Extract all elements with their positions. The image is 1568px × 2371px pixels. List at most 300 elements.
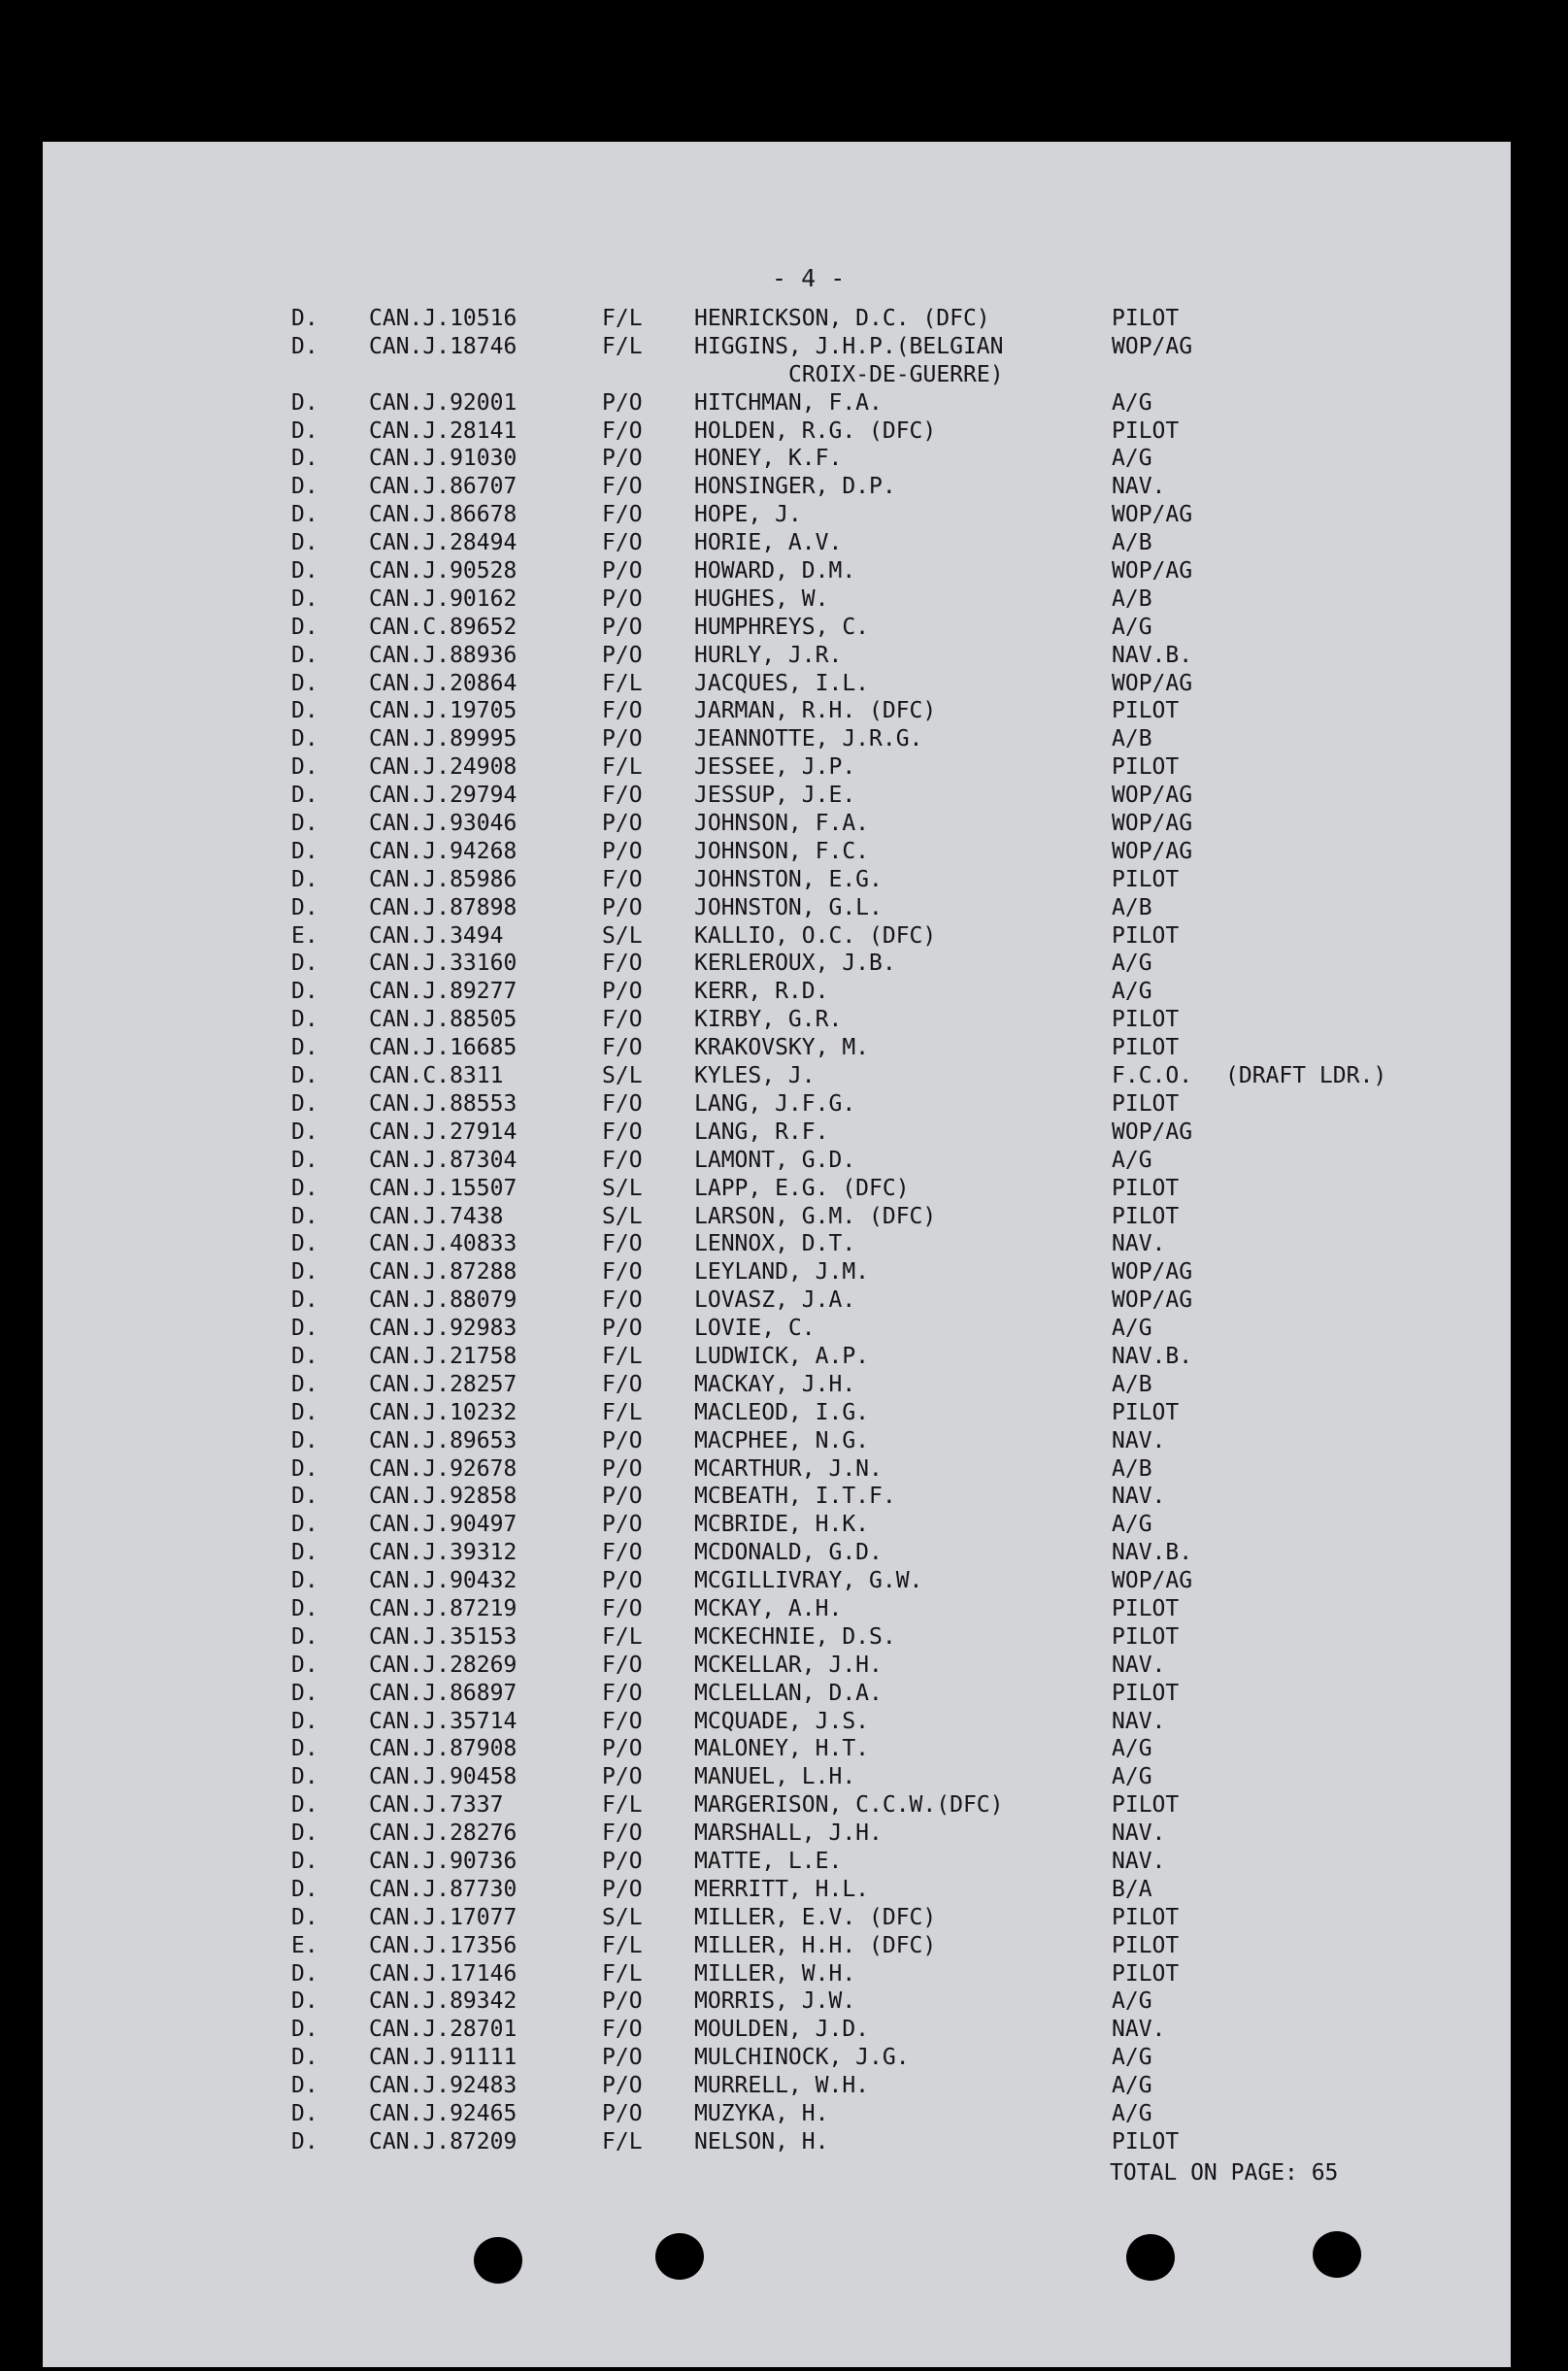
rank-cell: P/O (602, 389, 643, 416)
trade-cell: A/B (1112, 530, 1152, 556)
rank-cell: P/O (602, 1427, 643, 1453)
status-cell: D. (291, 1736, 318, 1762)
service-number-cell: CAN.J.17077 (369, 1904, 517, 1930)
name-cell: JOHNSTON, G.L. (694, 894, 883, 920)
record-row (0, 1820, 1568, 1848)
trade-cell: A/B (1112, 1371, 1152, 1397)
rank-cell: F/O (602, 866, 643, 892)
service-number-cell: CAN.J.35153 (369, 1623, 517, 1650)
trade-cell: A/G (1112, 1736, 1152, 1762)
rank-cell: P/O (602, 1484, 643, 1510)
trade-cell: WOP/AG (1112, 838, 1193, 864)
record-row (0, 950, 1568, 978)
trade-cell: A/G (1112, 614, 1152, 640)
service-number-cell: CAN.J.86678 (369, 502, 517, 528)
service-number-cell: CAN.J.87209 (369, 2128, 517, 2154)
status-cell: D. (291, 1427, 318, 1453)
rank-cell: P/O (602, 726, 643, 752)
name-cell: MCDONALD, G.D. (694, 1540, 883, 1566)
status-cell: D. (291, 1764, 318, 1790)
trade-cell: A/G (1112, 2045, 1152, 2071)
rank-cell: P/O (602, 1568, 643, 1594)
rank-cell: F/O (602, 1680, 643, 1706)
trade-cell: NAV. (1112, 1652, 1166, 1678)
record-row (0, 1567, 1568, 1595)
trade-cell: NAV. (1112, 1427, 1166, 1453)
service-number-cell: CAN.J.28494 (369, 530, 517, 556)
service-number-cell: CAN.C.89652 (369, 614, 517, 640)
name-cell: LARSON, G.M. (DFC) (694, 1203, 937, 1229)
trade-cell: PILOT (1112, 1203, 1180, 1229)
record-row (0, 1258, 1568, 1286)
service-number-cell: CAN.J.28141 (369, 417, 517, 444)
record-row (0, 501, 1568, 529)
service-number-cell: CAN.J.90528 (369, 558, 517, 584)
record-row (0, 305, 1568, 333)
rank-cell: F/O (602, 698, 643, 724)
name-cell: MILLER, E.V. (DFC) (694, 1904, 937, 1930)
status-cell: E. (291, 922, 318, 949)
punch-hole (1126, 2234, 1175, 2281)
trade-cell: A/G (1112, 951, 1152, 977)
trade-cell: PILOT (1112, 1399, 1180, 1425)
trade-cell: NAV. (1112, 1708, 1166, 1734)
rank-cell: F/O (602, 951, 643, 977)
rank-cell: F/L (602, 1623, 643, 1650)
name-cell: CROIX-DE-GUERRE) (788, 361, 1004, 387)
name-cell: LENNOX, D.T. (694, 1231, 856, 1257)
service-number-cell: CAN.J.89995 (369, 726, 517, 752)
trade-cell: A/G (1112, 389, 1152, 416)
status-cell: D. (291, 1203, 318, 1229)
record-row (0, 2072, 1568, 2100)
status-cell: D. (291, 1035, 318, 1061)
record-row (0, 614, 1568, 642)
rank-cell: F/O (602, 474, 643, 500)
service-number-cell: CAN.J.7337 (369, 1792, 504, 1819)
record-row (0, 1427, 1568, 1455)
service-number-cell: CAN.J.87288 (369, 1259, 517, 1286)
rank-cell: F/O (602, 502, 643, 528)
status-cell: D. (291, 1595, 318, 1621)
service-number-cell: CAN.J.18746 (369, 333, 517, 359)
record-row (0, 753, 1568, 782)
record-row (0, 1791, 1568, 1820)
trade-cell: WOP/AG (1112, 811, 1193, 837)
name-cell: MILLER, H.H. (DFC) (694, 1932, 937, 1958)
service-number-cell: CAN.C.8311 (369, 1063, 504, 1089)
service-number-cell: CAN.J.90432 (369, 1568, 517, 1594)
status-cell: D. (291, 2101, 318, 2126)
record-row (0, 838, 1568, 866)
trade-cell: A/G (1112, 979, 1152, 1005)
punch-hole (474, 2237, 522, 2284)
name-cell: HURLY, J.R. (694, 642, 843, 668)
record-row (0, 810, 1568, 838)
rank-cell: F/O (602, 1231, 643, 1257)
name-cell: LOVASZ, J.A. (694, 1287, 856, 1314)
status-cell: D. (291, 1568, 318, 1594)
status-cell: D. (291, 1623, 318, 1650)
record-row (0, 1175, 1568, 1203)
rank-cell: P/O (602, 811, 643, 837)
rank-cell: S/L (602, 922, 643, 949)
name-cell: HORIE, A.V. (694, 530, 843, 556)
status-cell: D. (291, 1960, 318, 1987)
status-cell: D. (291, 838, 318, 864)
status-cell: D. (291, 1820, 318, 1847)
trade-cell: A/G (1112, 2101, 1152, 2126)
status-cell: D. (291, 614, 318, 640)
name-cell: NELSON, H. (694, 2128, 829, 2154)
rank-cell: P/O (602, 1512, 643, 1538)
status-cell: D. (291, 1512, 318, 1538)
name-cell: HITCHMAN, F.A. (694, 389, 883, 416)
record-row (0, 1652, 1568, 1680)
trade-cell: WOP/AG (1112, 670, 1193, 696)
trade-cell: PILOT (1112, 1960, 1180, 1987)
record-row (0, 1848, 1568, 1876)
status-cell: D. (291, 1259, 318, 1286)
record-row (0, 1623, 1568, 1652)
status-cell: D. (291, 1988, 318, 2015)
rank-cell: P/O (602, 558, 643, 584)
name-cell: KERLEROUX, J.B. (694, 951, 896, 977)
trade-cell: WOP/AG (1112, 502, 1193, 528)
rank-cell: P/O (602, 838, 643, 864)
record-row (0, 1455, 1568, 1484)
status-cell: D. (291, 642, 318, 668)
status-cell: D. (291, 1876, 318, 1902)
name-cell: MCQUADE, J.S. (694, 1708, 870, 1734)
rank-cell: P/O (602, 1988, 643, 2015)
trade-cell: PILOT (1112, 1595, 1180, 1621)
record-row (0, 1595, 1568, 1623)
rank-cell: F/O (602, 530, 643, 556)
rank-cell: F/O (602, 1035, 643, 1061)
service-number-cell: CAN.J.16685 (369, 1035, 517, 1061)
record-row (0, 1006, 1568, 1034)
service-number-cell: CAN.J.7438 (369, 1203, 504, 1229)
record-row (0, 557, 1568, 585)
rank-cell: F/O (602, 1595, 643, 1621)
status-cell: D. (291, 446, 318, 472)
record-row (0, 1680, 1568, 1708)
record-row (0, 1343, 1568, 1371)
record-row (0, 894, 1568, 922)
name-cell: MCKAY, A.H. (694, 1595, 843, 1621)
service-number-cell: CAN.J.90736 (369, 1848, 517, 1874)
record-row (0, 642, 1568, 670)
record-row (0, 529, 1568, 557)
trade-cell: PILOT (1112, 417, 1180, 444)
service-number-cell: CAN.J.35714 (369, 1708, 517, 1734)
name-cell: KYLES, J. (694, 1063, 816, 1089)
rank-cell: F/L (602, 1932, 643, 1958)
trade-cell: NAV.B. (1112, 1540, 1193, 1566)
status-cell: D. (291, 1175, 318, 1201)
rank-cell: F/O (602, 1119, 643, 1145)
service-number-cell: CAN.J.87898 (369, 894, 517, 920)
rank-cell: P/O (602, 1316, 643, 1342)
name-cell: LOVIE, C. (694, 1316, 816, 1342)
name-cell: JARMAN, R.H. (DFC) (694, 698, 937, 724)
rank-cell: F/L (602, 333, 643, 359)
record-list (0, 305, 1568, 2156)
service-number-cell: CAN.J.90497 (369, 1512, 517, 1538)
rank-cell: F/O (602, 1652, 643, 1678)
rank-cell: F/L (602, 1960, 643, 1987)
name-cell: HONEY, K.F. (694, 446, 843, 472)
service-number-cell: CAN.J.88553 (369, 1090, 517, 1117)
rank-cell: F/O (602, 1259, 643, 1286)
trade-cell: NAV. (1112, 2017, 1166, 2043)
trade-cell: NAV. (1112, 1848, 1166, 1874)
name-cell: MUZYKA, H. (694, 2101, 829, 2126)
trade-cell: WOP/AG (1112, 1287, 1193, 1314)
status-cell: E. (291, 1932, 318, 1958)
name-cell: MCKELLAR, J.H. (694, 1652, 883, 1678)
trade-cell: A/G (1112, 2073, 1152, 2099)
name-cell: LUDWICK, A.P. (694, 1343, 870, 1369)
trade-cell: WOP/AG (1112, 558, 1193, 584)
record-row (0, 1034, 1568, 1062)
name-cell: HUGHES, W. (694, 585, 829, 612)
record-row (0, 1119, 1568, 1147)
name-cell: MCBRIDE, H.K. (694, 1512, 870, 1538)
service-number-cell: CAN.J.87219 (369, 1595, 517, 1621)
status-cell: D. (291, 894, 318, 920)
name-cell: LAMONT, G.D. (694, 1147, 856, 1173)
service-number-cell: CAN.J.87908 (369, 1736, 517, 1762)
trade-cell: PILOT (1112, 1792, 1180, 1819)
name-cell: MACPHEE, N.G. (694, 1427, 870, 1453)
service-number-cell: CAN.J.93046 (369, 811, 517, 837)
name-cell: MCGILLIVRAY, G.W. (694, 1568, 923, 1594)
service-number-cell: CAN.J.91030 (369, 446, 517, 472)
name-cell: JESSEE, J.P. (694, 754, 856, 781)
status-cell: D. (291, 670, 318, 696)
name-cell: MARSHALL, J.H. (694, 1820, 883, 1847)
record-row (0, 1090, 1568, 1119)
name-cell: MURRELL, W.H. (694, 2073, 870, 2099)
rank-cell: F/O (602, 1820, 643, 1847)
trade-cell: A/B (1112, 585, 1152, 612)
status-cell: D. (291, 1792, 318, 1819)
trade-cell: NAV.B. (1112, 1343, 1193, 1369)
status-cell: D. (291, 1484, 318, 1510)
trade-cell: A/G (1112, 1988, 1152, 2015)
status-cell: D. (291, 1652, 318, 1678)
trade-cell: PILOT (1112, 1932, 1180, 1958)
status-cell: D. (291, 1399, 318, 1425)
status-cell: D. (291, 1007, 318, 1033)
rank-cell: S/L (602, 1904, 643, 1930)
rank-cell: P/O (602, 1848, 643, 1874)
record-row (0, 1286, 1568, 1315)
status-cell: D. (291, 585, 318, 612)
service-number-cell: CAN.J.88079 (369, 1287, 517, 1314)
name-cell: KALLIO, O.C. (DFC) (694, 922, 937, 949)
status-cell: D. (291, 1371, 318, 1397)
service-number-cell: CAN.J.92983 (369, 1316, 517, 1342)
service-number-cell: CAN.J.87730 (369, 1876, 517, 1902)
rank-cell: F/L (602, 1399, 643, 1425)
status-cell: D. (291, 698, 318, 724)
service-number-cell: CAN.J.86897 (369, 1680, 517, 1706)
service-number-cell: CAN.J.21758 (369, 1343, 517, 1369)
name-cell: MALONEY, H.T. (694, 1736, 870, 1762)
trade-cell: WOP/AG (1112, 333, 1193, 359)
trade-cell: B/A (1112, 1876, 1152, 1902)
trade-cell: PILOT (1112, 306, 1180, 331)
name-cell: HOWARD, D.M. (694, 558, 856, 584)
name-cell: MANUEL, L.H. (694, 1764, 856, 1790)
trade-cell: WOP/AG (1112, 1259, 1193, 1286)
name-cell: MILLER, W.H. (694, 1960, 856, 1987)
trade-cell: WOP/AG (1112, 783, 1193, 809)
record-row (0, 2128, 1568, 2156)
name-cell: HOPE, J. (694, 502, 802, 528)
status-cell: D. (291, 754, 318, 781)
name-cell: MATTE, L.E. (694, 1848, 843, 1874)
name-cell: LEYLAND, J.M. (694, 1259, 870, 1286)
service-number-cell: CAN.J.89342 (369, 1988, 517, 2015)
service-number-cell: CAN.J.29794 (369, 783, 517, 809)
name-cell: MOULDEN, J.D. (694, 2017, 870, 2043)
trade-cell: A/B (1112, 726, 1152, 752)
status-cell: D. (291, 1090, 318, 1117)
record-row (0, 417, 1568, 446)
rank-cell: P/O (602, 1764, 643, 1790)
record-row (0, 1147, 1568, 1175)
trade-cell: NAV.B. (1112, 642, 1193, 668)
status-cell: D. (291, 1147, 318, 1173)
status-cell: D. (291, 1316, 318, 1342)
name-cell: LANG, J.F.G. (694, 1090, 856, 1117)
name-cell: JACQUES, I.L. (694, 670, 870, 696)
service-number-cell: CAN.J.86707 (369, 474, 517, 500)
name-cell: MACLEOD, I.G. (694, 1399, 870, 1425)
record-row (0, 1763, 1568, 1791)
service-number-cell: CAN.J.88936 (369, 642, 517, 668)
record-row (0, 1932, 1568, 1960)
status-cell: D. (291, 333, 318, 359)
rank-cell: F/O (602, 1147, 643, 1173)
service-number-cell: CAN.J.15507 (369, 1175, 517, 1201)
trade-cell: PILOT (1112, 1007, 1180, 1033)
name-cell: MCLELLAN, D.A. (694, 1680, 883, 1706)
rank-cell: F/O (602, 1007, 643, 1033)
record-row (0, 445, 1568, 473)
service-number-cell: CAN.J.28257 (369, 1371, 517, 1397)
status-cell: D. (291, 2128, 318, 2154)
status-cell: D. (291, 1287, 318, 1314)
status-cell: D. (291, 2017, 318, 2043)
trade-cell: PILOT (1112, 754, 1180, 781)
rank-cell: F/L (602, 1343, 643, 1369)
service-number-cell: CAN.J.90458 (369, 1764, 517, 1790)
service-number-cell: CAN.J.89277 (369, 979, 517, 1005)
service-number-cell: CAN.J.17146 (369, 1960, 517, 1987)
page-total: TOTAL ON PAGE: 65 (1110, 2160, 1339, 2186)
rank-cell: P/O (602, 2101, 643, 2126)
service-number-cell: CAN.J.40833 (369, 1231, 517, 1257)
status-cell: D. (291, 2073, 318, 2099)
service-number-cell: CAN.J.85986 (369, 866, 517, 892)
trade-cell: PILOT (1112, 1090, 1180, 1117)
status-cell: D. (291, 1119, 318, 1145)
name-cell: HOLDEN, R.G. (DFC) (694, 417, 937, 444)
rank-cell: P/O (602, 979, 643, 1005)
record-row (0, 866, 1568, 894)
rank-cell: F/O (602, 417, 643, 444)
status-cell: D. (291, 502, 318, 528)
trade-cell: PILOT (1112, 698, 1180, 724)
rank-cell: F/O (602, 783, 643, 809)
name-cell: MERRITT, H.L. (694, 1876, 870, 1902)
service-number-cell: CAN.J.28269 (369, 1652, 517, 1678)
rank-cell: P/O (602, 446, 643, 472)
service-number-cell: CAN.J.20864 (369, 670, 517, 696)
service-number-cell: CAN.J.39312 (369, 1540, 517, 1566)
record-row (0, 1371, 1568, 1399)
status-cell: D. (291, 2045, 318, 2071)
rank-cell: P/O (602, 1736, 643, 1762)
record-row (0, 1483, 1568, 1511)
service-number-cell: CAN.J.94268 (369, 838, 517, 864)
service-number-cell: CAN.J.91111 (369, 2045, 517, 2071)
trade-cell: A/G (1112, 1316, 1152, 1342)
record-row (0, 333, 1568, 361)
name-cell: KERR, R.D. (694, 979, 829, 1005)
record-row (0, 1539, 1568, 1567)
record-row (0, 1315, 1568, 1343)
service-number-cell: CAN.J.90162 (369, 585, 517, 612)
record-row (0, 1399, 1568, 1427)
record-row (0, 1203, 1568, 1231)
trade-cell: WOP/AG (1112, 1119, 1193, 1145)
status-cell: D. (291, 811, 318, 837)
rank-cell: F/O (602, 1540, 643, 1566)
trade-cell: A/B (1112, 894, 1152, 920)
record-row (0, 1876, 1568, 1904)
record-row (0, 2044, 1568, 2072)
punch-hole (655, 2233, 704, 2280)
rank-cell: P/O (602, 2073, 643, 2099)
status-cell: D. (291, 1848, 318, 1874)
service-number-cell: CAN.J.33160 (369, 951, 517, 977)
name-cell: MARGERISON, C.C.W.(DFC) (694, 1792, 1004, 1819)
status-cell: D. (291, 389, 318, 416)
rank-cell: P/O (602, 614, 643, 640)
rank-cell: S/L (602, 1063, 643, 1089)
name-cell: KIRBY, G.R. (694, 1007, 843, 1033)
service-number-cell: CAN.J.10516 (369, 306, 517, 331)
rank-cell: F/L (602, 754, 643, 781)
name-cell: JOHNSTON, E.G. (694, 866, 883, 892)
trade-cell: A/G (1112, 1512, 1152, 1538)
status-cell: D. (291, 1455, 318, 1482)
name-cell: HENRICKSON, D.C. (DFC) (694, 306, 990, 331)
rank-cell: F/O (602, 1287, 643, 1314)
rank-cell: S/L (602, 1175, 643, 1201)
trade-cell: NAV. (1112, 1820, 1166, 1847)
record-row (0, 1987, 1568, 2016)
record-row (0, 725, 1568, 753)
service-number-cell: CAN.J.28701 (369, 2017, 517, 2043)
name-cell: JOHNSON, F.C. (694, 838, 870, 864)
